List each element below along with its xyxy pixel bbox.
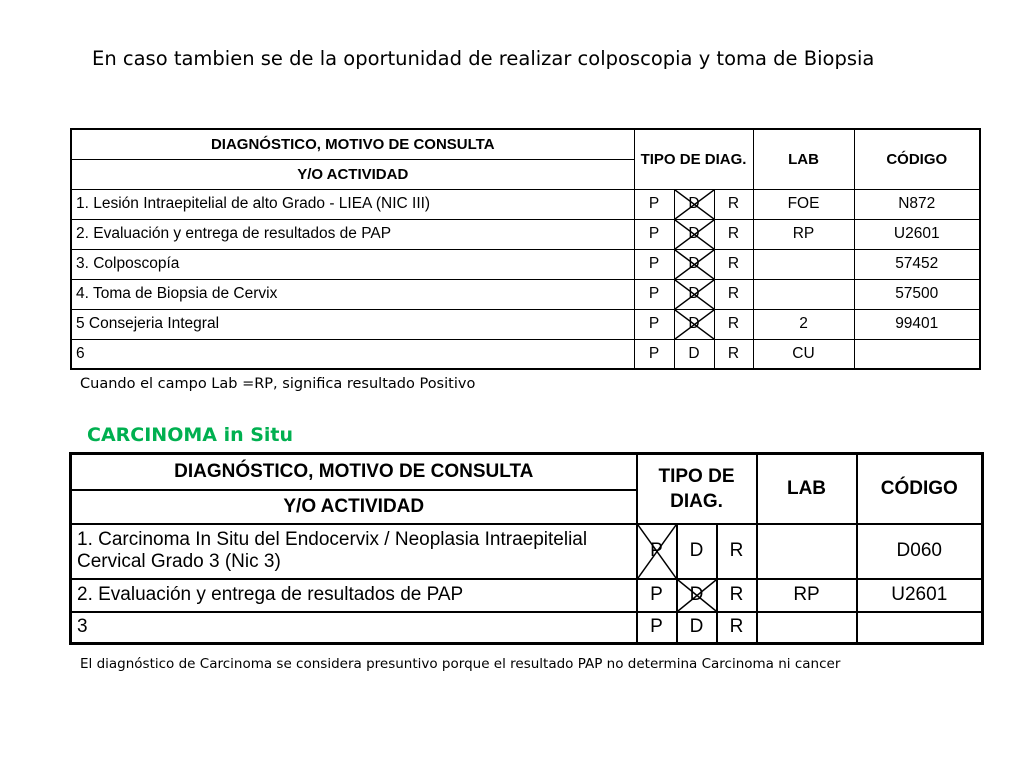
tipo-d-cell-text: D xyxy=(688,255,700,272)
tipo-r-cell: R xyxy=(714,249,753,279)
lab-cell: 2 xyxy=(753,309,854,339)
diagnosis-cell: 6 xyxy=(71,339,634,369)
tipo-p-cell: P xyxy=(634,309,674,339)
tipo-p-cell: P xyxy=(634,279,674,309)
tipo-d-cell xyxy=(674,219,714,249)
tipo-r-cell: R xyxy=(717,612,757,644)
tipo-d-cell: D xyxy=(677,612,717,644)
tipo-d-cell xyxy=(674,249,714,279)
diagnosis-table-liea xyxy=(70,128,981,370)
diagnosis-cell: 4. Toma de Biopsia de Cervix xyxy=(71,279,634,309)
lab-cell: RP xyxy=(753,219,854,249)
header-lab: LAB xyxy=(757,454,857,524)
lab-cell xyxy=(757,612,857,644)
table-row xyxy=(71,612,983,644)
diagnosis-table-carcinoma xyxy=(69,452,984,645)
diagnosis-cell: 1. Lesión Intraepitelial de alto Grado - LIEA (NIC III) xyxy=(71,189,634,219)
lab-cell xyxy=(753,279,854,309)
tipo-p-cell-text: P xyxy=(650,540,663,561)
lab-cell xyxy=(757,524,857,579)
tipo-r-cell: R xyxy=(717,524,757,579)
tipo-d-cell: D xyxy=(674,339,714,369)
tipo-r-cell: R xyxy=(714,309,753,339)
header-codigo: CÓDIGO xyxy=(857,454,983,524)
header-actividad: Y/O ACTIVIDAD xyxy=(71,490,637,524)
tipo-d-cell-text: D xyxy=(688,195,700,212)
tipo-p-cell: P xyxy=(634,249,674,279)
tipo-d-cell xyxy=(674,279,714,309)
section-title-carcinoma: CARCINOMA in Situ xyxy=(87,424,294,446)
table-row xyxy=(71,309,980,339)
codigo-cell: D060 xyxy=(857,524,983,579)
tipo-r-cell: R xyxy=(714,339,753,369)
note-carcinoma-presuntivo: El diagnóstico de Carcinoma se considera presuntivo porque el resultado PAP no determina Carcinoma ni cancer xyxy=(80,656,841,672)
codigo-cell: N872 xyxy=(854,189,980,219)
codigo-cell xyxy=(857,612,983,644)
diagnosis-cell: 3 xyxy=(71,612,637,644)
tipo-p-cell: P xyxy=(634,219,674,249)
lab-cell: FOE xyxy=(753,189,854,219)
tipo-d-cell-text: D xyxy=(688,225,700,242)
tipo-d-cell xyxy=(674,189,714,219)
header-actividad: Y/O ACTIVIDAD xyxy=(71,159,634,189)
codigo-cell xyxy=(854,339,980,369)
lab-cell: CU xyxy=(753,339,854,369)
intro-text: En caso tambien se de la oportunidad de realizar colposcopia y toma de Biopsia xyxy=(92,47,875,70)
header-diagnostico: DIAGNÓSTICO, MOTIVO DE CONSULTA xyxy=(71,129,634,159)
table-row xyxy=(71,579,983,612)
table-row xyxy=(71,249,980,279)
tipo-d-cell: D xyxy=(677,524,717,579)
tipo-p-cell: P xyxy=(637,579,677,612)
table-row xyxy=(71,279,980,309)
tipo-d-cell xyxy=(674,309,714,339)
tipo-p-cell xyxy=(637,524,677,579)
tipo-p-cell: P xyxy=(637,612,677,644)
tipo-d-cell-text: D xyxy=(689,584,704,605)
tipo-p-cell: P xyxy=(634,339,674,369)
tipo-d-cell xyxy=(677,579,717,612)
diagnosis-cell: 2. Evaluación y entrega de resultados de PAP xyxy=(71,219,634,249)
diagnosis-cell: 5 Consejeria Integral xyxy=(71,309,634,339)
table-row xyxy=(71,219,980,249)
diagnosis-cell: 2. Evaluación y entrega de resultados de PAP xyxy=(71,579,637,612)
codigo-cell: 57452 xyxy=(854,249,980,279)
header-lab: LAB xyxy=(753,129,854,189)
tipo-r-cell: R xyxy=(714,189,753,219)
tipo-r-cell: R xyxy=(714,219,753,249)
codigo-cell: 99401 xyxy=(854,309,980,339)
tipo-r-cell: R xyxy=(717,579,757,612)
tipo-d-cell-text: D xyxy=(688,315,700,332)
codigo-cell: 57500 xyxy=(854,279,980,309)
tipo-r-cell: R xyxy=(714,279,753,309)
codigo-cell: U2601 xyxy=(857,579,983,612)
table-row xyxy=(71,189,980,219)
diagnosis-cell: 1. Carcinoma In Situ del Endocervix / Neoplasia Intraepitelial Cervical Grado 3 (Nic 3) xyxy=(71,524,637,579)
header-diagnostico: DIAGNÓSTICO, MOTIVO DE CONSULTA xyxy=(71,454,637,490)
lab-cell: RP xyxy=(757,579,857,612)
header-tipo-diag: TIPO DE DIAG. xyxy=(634,129,753,189)
table-row xyxy=(71,524,983,579)
header-codigo: CÓDIGO xyxy=(854,129,980,189)
codigo-cell: U2601 xyxy=(854,219,980,249)
diagnosis-cell: 3. Colposcopía xyxy=(71,249,634,279)
note-lab-rp: Cuando el campo Lab =RP, significa resultado Positivo xyxy=(80,376,476,392)
tipo-p-cell: P xyxy=(634,189,674,219)
tipo-d-cell-text: D xyxy=(688,285,700,302)
header-tipo-diag: TIPO DE DIAG. xyxy=(637,454,757,524)
lab-cell xyxy=(753,249,854,279)
table-row xyxy=(71,339,980,369)
